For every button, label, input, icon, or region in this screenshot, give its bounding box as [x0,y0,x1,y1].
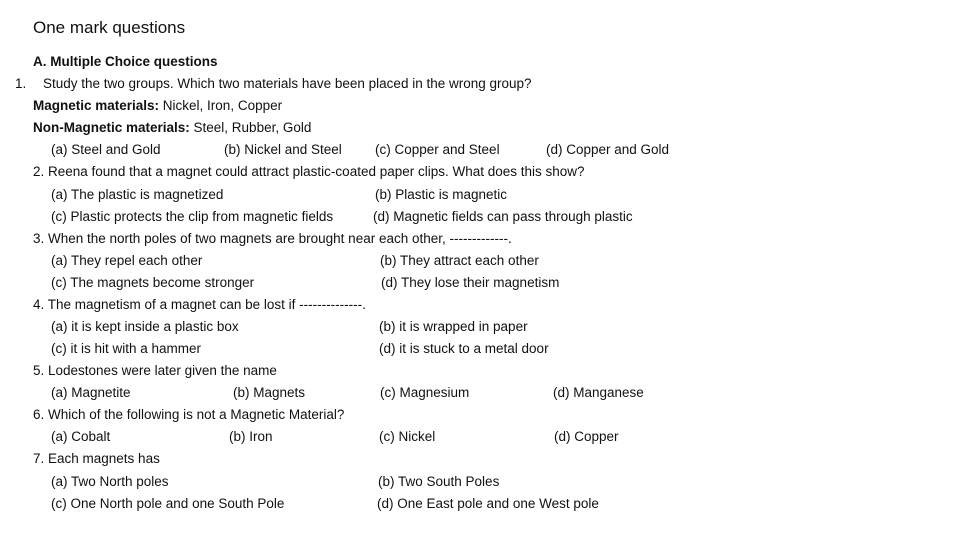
question-6-text: 6. Which of the following is not a Magnetic Material? [33,407,345,422]
q6-option-b: (b) Iron [229,429,273,444]
question-1-number: 1. [15,76,27,91]
q3-option-b: (b) They attract each other [380,253,539,268]
q6-option-c: (c) Nickel [379,429,436,444]
nonmagnetic-materials-label: Non-Magnetic materials: [33,120,190,135]
question-5-text: 5. Lodestones were later given the name [33,363,277,378]
q1-option-b: (b) Nickel and Steel [224,142,342,157]
q5-option-b: (b) Magnets [233,385,306,400]
q4-option-d: (d) it is stuck to a metal door [379,341,549,356]
q1-option-a: (a) Steel and Gold [51,142,161,157]
magnetic-materials-line [33,97,282,115]
q3-option-c: (c) The magnets become stronger [51,275,255,290]
q4-option-b: (b) it is wrapped in paper [379,319,528,334]
q5-option-c: (c) Magnesium [380,385,470,400]
q7-option-d: (d) One East pole and one West pole [377,496,599,511]
q3-option-d: (d) They lose their magnetism [381,275,560,290]
question-1-text: Study the two groups. Which two materials have been placed in the wrong group? [43,76,532,91]
q7-option-a: (a) Two North poles [51,474,169,489]
q1-option-c: (c) Copper and Steel [375,142,500,157]
question-7-text: 7. Each magnets has [33,451,160,466]
section-heading: A. Multiple Choice questions [33,54,218,69]
q7-option-c: (c) One North pole and one South Pole [51,496,285,511]
question-4-text: 4. The magnetism of a magnet can be lost if --------------. [33,297,366,312]
magnetic-materials-items: Nickel, Iron, Copper [159,98,283,113]
q4-option-c: (c) it is hit with a hammer [51,341,202,356]
q7-option-b: (b) Two South Poles [378,474,500,489]
q2-option-a: (a) The plastic is magnetized [51,187,224,202]
q5-option-d: (d) Manganese [553,385,644,400]
nonmagnetic-materials-items: Steel, Rubber, Gold [189,120,312,135]
q5-option-a: (a) Magnetite [51,385,131,400]
q6-option-a: (a) Cobalt [51,429,111,444]
page-title: One mark questions [33,18,186,37]
q2-option-c: (c) Plastic protects the clip from magnetic fields [51,209,334,224]
question-2-text: 2. Reena found that a magnet could attract plastic-coated paper clips. What does this show? [33,164,585,179]
q1-option-d: (d) Copper and Gold [546,142,670,157]
nonmagnetic-materials-line [33,119,311,137]
q3-option-a: (a) They repel each other [51,253,203,268]
question-3-text: 3. When the north poles of two magnets are brought near each other, -------------. [33,231,512,246]
q2-option-b: (b) Plastic is magnetic [375,187,508,202]
magnetic-materials-label: Magnetic materials: [33,98,160,113]
q4-option-a: (a) it is kept inside a plastic box [51,319,239,334]
q2-option-d: (d) Magnetic fields can pass through plastic [373,209,633,224]
q6-option-d: (d) Copper [554,429,619,444]
